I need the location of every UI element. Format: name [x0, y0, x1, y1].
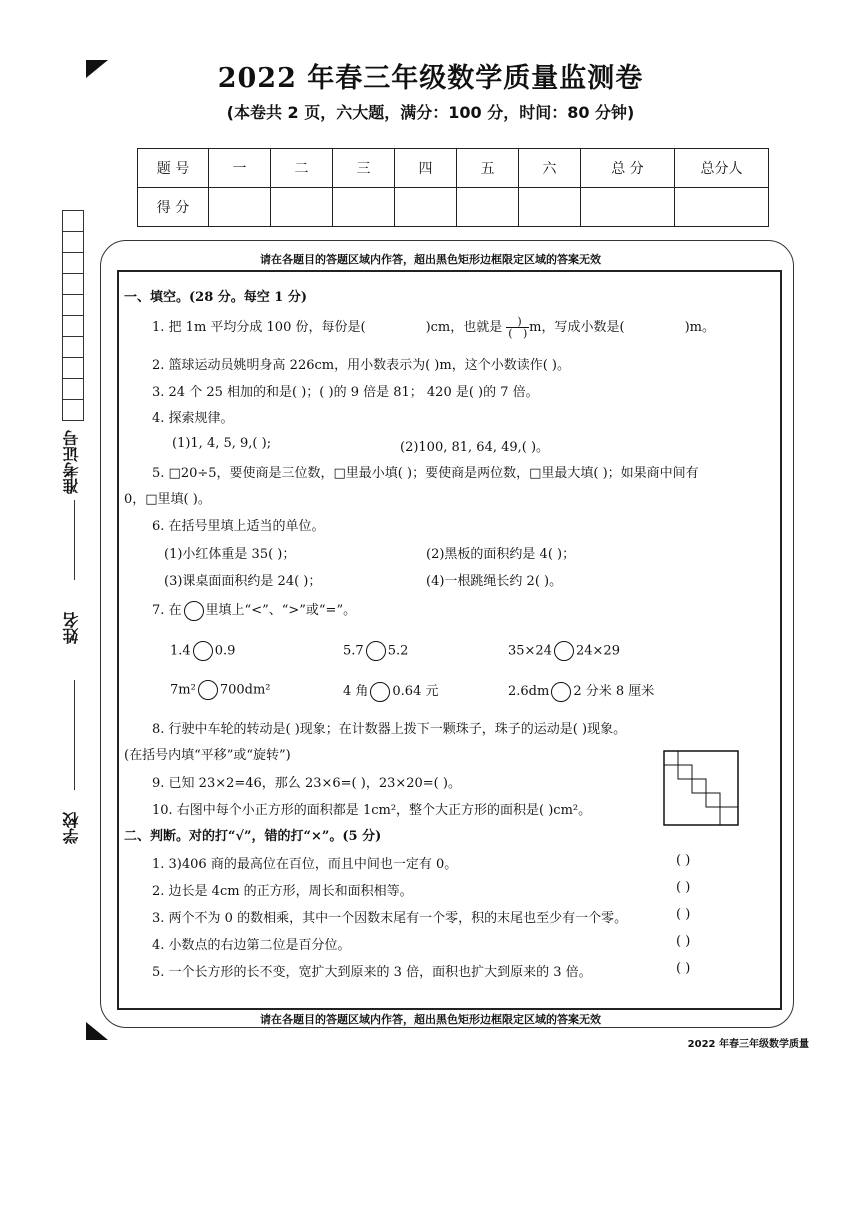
score-input-cell[interactable]	[271, 188, 333, 227]
score-header-cell: 二	[271, 149, 333, 188]
score-input-cell[interactable]	[519, 188, 581, 227]
compare-item: 4 角 0.64 元	[343, 680, 438, 702]
judge-item: 3. 两个不为 0 的数相乘，其中一个因数末尾有一个零，积的末尾也至少有一个零。	[152, 911, 628, 926]
staircase-grid-figure	[663, 750, 739, 826]
judge-answer-paren[interactable]: ( )	[676, 907, 691, 922]
question-4-part1: (1)1, 4, 5, 9,( );	[172, 436, 272, 451]
compare-circle[interactable]	[193, 641, 213, 661]
score-header-cell: 总分人	[675, 149, 769, 188]
question-6-part2: (2)黑板的面积约是 4( )；	[426, 547, 576, 562]
score-input-cell[interactable]	[395, 188, 457, 227]
question-2: 2. 篮球运动员姚明身高 226cm，用小数表示为( )m，这个小数读作( )。	[152, 358, 570, 373]
question-1: 1. 把 1m 平均分成 100 份，每份是( )cm，也就是 $\frac{)}{( )}$ m，写成小数是( )m。	[152, 315, 715, 340]
judge-answer-paren[interactable]: ( )	[676, 934, 691, 949]
judge-item: 4. 小数点的右边第二位是百分位。	[152, 938, 351, 953]
fraction-blank[interactable]: $\frac{)}{( )}$	[508, 315, 528, 340]
question-8-line2: (在括号内填“平移”或“旋转”)	[124, 748, 291, 763]
compare-circle[interactable]	[198, 680, 218, 700]
question-8-line1: 8. 行驶中车轮的转动是( )现象；在计数器上拨下一颗珠子，珠子的运动是( )现象。	[152, 722, 627, 737]
judge-item: 5. 一个长方形的长不变，宽扩大到原来的 3 倍，面积也扩大到原来的 3 倍。	[152, 965, 592, 980]
compare-item: 5.7 5.2	[343, 641, 408, 661]
compare-item: 1.4 0.9	[170, 641, 235, 661]
school-label: 学校	[62, 812, 81, 844]
page-subtitle: (本卷共 2 页，六大题，满分：100 分，时间：80 分钟)	[226, 103, 635, 122]
score-header-cell: 题 号	[138, 149, 209, 188]
compare-item: 7m² 700dm²	[170, 680, 271, 700]
question-4-part2: (2)100, 81, 64, 49,( )。	[400, 440, 550, 455]
judge-answer-paren[interactable]: ( )	[676, 961, 691, 976]
score-header-cell: 一	[209, 149, 271, 188]
name-label: 姓名	[62, 612, 81, 644]
notice-bottom: 请在各题目的答题区域内作答，超出黑色矩形边框限定区域的答案无效	[260, 1013, 601, 1026]
question-6: 6. 在括号里填上适当的单位。	[152, 519, 325, 534]
score-input-cell[interactable]	[457, 188, 519, 227]
score-row-label: 得 分	[138, 188, 209, 227]
question-6-part3: (3)课桌面面积约是 24( )；	[164, 574, 322, 589]
compare-item: 2.6dm 2 分米 8 厘米	[508, 680, 654, 702]
notice-top: 请在各题目的答题区域内作答，超出黑色矩形边框限定区域的答案无效	[260, 253, 601, 266]
page-footer: 2022 年春三年级数学质量	[687, 1039, 809, 1050]
name-line[interactable]	[74, 500, 75, 580]
judge-item: 2. 边长是 4cm 的正方形，周长和面积相等。	[152, 884, 413, 899]
compare-circle[interactable]	[370, 682, 390, 702]
question-9: 9. 已知 23×2=46，那么 23×6=( )，23×20=( )。	[152, 776, 461, 791]
score-header-cell: 总 分	[581, 149, 675, 188]
score-header-cell: 四	[395, 149, 457, 188]
score-input-cell[interactable]	[581, 188, 675, 227]
score-header-cell: 三	[333, 149, 395, 188]
judge-answer-paren[interactable]: ( )	[676, 853, 691, 868]
page-title: 2022 年春三年级数学质量监测卷	[217, 63, 644, 94]
question-5-line1: 5. □20÷5，要使商是三位数，□里最小填( )；要使商是两位数，□里最大填( )；如果商中间有	[152, 466, 699, 481]
circle-icon	[184, 601, 204, 621]
compare-circle[interactable]	[554, 641, 574, 661]
question-6-part1: (1)小红体重是 35( )；	[164, 547, 296, 562]
question-5-line2: 0，□里填( )。	[124, 492, 211, 507]
score-input-cell[interactable]	[675, 188, 769, 227]
compare-circle[interactable]	[551, 682, 571, 702]
score-table	[137, 148, 769, 227]
question-4: 4. 探索规律。	[152, 411, 234, 426]
school-line[interactable]	[74, 680, 75, 790]
score-input-cell[interactable]	[333, 188, 395, 227]
judge-item: 1. 3)406 商的最高位在百位，而且中间也一定有 0。	[152, 857, 458, 872]
question-3: 3. 24 个 25 相加的和是( )；( )的 9 倍是 81； 420 是( )的 7 倍。	[152, 385, 539, 400]
section1-heading: 一、填空。(28 分。每空 1 分)	[124, 290, 308, 305]
question-7: 7. 在 里填上“<”、“>”或“=”。	[152, 599, 356, 621]
score-input-cell[interactable]	[209, 188, 271, 227]
score-header-cell: 五	[457, 149, 519, 188]
judge-answer-paren[interactable]: ( )	[676, 880, 691, 895]
compare-item: 35×24 24×29	[508, 641, 620, 661]
compare-circle[interactable]	[366, 641, 386, 661]
score-header-cell: 六	[519, 149, 581, 188]
exam-id-label: 准考证号	[62, 430, 81, 494]
section2-heading: 二、判断。对的打“√”，错的打“×”。(5 分)	[124, 829, 382, 844]
exam-id-boxes[interactable]	[62, 210, 84, 421]
question-10: 10. 右图中每个小正方形的面积都是 1cm²，整个大正方形的面积是( )cm²。	[152, 803, 592, 818]
question-6-part4: (4)一根跳绳长约 2( )。	[426, 574, 563, 589]
